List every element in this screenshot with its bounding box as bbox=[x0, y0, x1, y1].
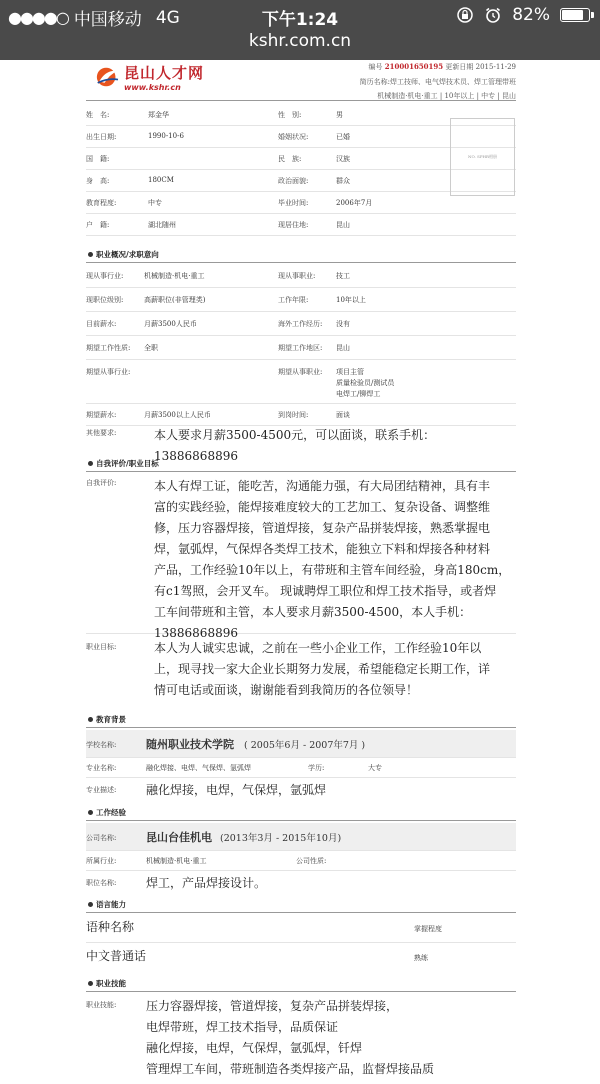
name-label: 姓 名: bbox=[86, 111, 110, 119]
section-title-work: 工作经验 bbox=[82, 806, 126, 820]
exp-salary-value: 月薪3500以上人民币 bbox=[144, 411, 211, 419]
abroad-label: 海外工作经历: bbox=[278, 320, 323, 328]
carrier-name: 中国移动 bbox=[73, 10, 142, 30]
work-divider bbox=[86, 820, 516, 821]
site-logo[interactable] bbox=[94, 62, 204, 92]
goal-row bbox=[86, 636, 516, 706]
header-divider bbox=[86, 100, 516, 101]
career-divider bbox=[86, 262, 516, 263]
marital-label: 婚姻状况: bbox=[278, 133, 309, 141]
name-value: 郑金华 bbox=[148, 111, 169, 119]
degree-value: 大专 bbox=[368, 764, 382, 772]
updated-date: 2015-11-29 bbox=[475, 63, 516, 71]
resume-header bbox=[82, 60, 520, 102]
grad-label: 毕业时间: bbox=[278, 199, 309, 207]
site-name-cn: 昆山人才网 bbox=[124, 64, 205, 82]
career-row-6 bbox=[86, 404, 516, 426]
edu-school-row bbox=[86, 730, 516, 758]
work-company-row bbox=[86, 823, 516, 851]
battery-icon bbox=[560, 8, 590, 22]
battery-percent: 82% bbox=[512, 5, 550, 25]
eval-line: 13886868896 bbox=[154, 626, 238, 640]
self-eval-row bbox=[86, 474, 516, 640]
edu-major-row bbox=[86, 758, 516, 778]
skill-line: 压力容器焊接，管道焊接，复杂产品拼装焊接， bbox=[146, 999, 399, 1013]
major-label: 专业名称: bbox=[86, 764, 117, 772]
language-row bbox=[86, 943, 516, 971]
address-bar[interactable]: kshr.com.cn bbox=[248, 31, 352, 51]
status-time: 下午1:24 bbox=[261, 10, 339, 30]
residence-value: 昆山 bbox=[336, 221, 350, 229]
skill-line: 电焊带班，焊工技术指导，品质保证 bbox=[146, 1020, 339, 1034]
school-period: ( 2005年6月 - 2007年7月 ) bbox=[244, 740, 366, 751]
exp-job-value-2: 质量检验员/测试员 bbox=[336, 379, 395, 387]
abroad-value: 没有 bbox=[336, 320, 350, 328]
section-title-career: 职业概况/求职意向 bbox=[82, 248, 159, 262]
other-value: 本人要求月薪3500-4500元，可以面谈，联系手机：13886868896 bbox=[154, 428, 436, 463]
edu-value: 中专 bbox=[148, 199, 162, 207]
lang-level: 熟练 bbox=[414, 954, 428, 962]
gender-value: 男 bbox=[336, 111, 343, 119]
resume-summary-line: 机械制造·机电·重工 | 10年以上 | 中专 | 昆山 bbox=[377, 92, 516, 100]
work-industry-row bbox=[86, 851, 516, 871]
language-header-row bbox=[86, 915, 516, 943]
page-margin-right bbox=[520, 60, 600, 1066]
lang-name: 中文普通话 bbox=[86, 949, 147, 963]
years-value: 10年以上 bbox=[336, 296, 366, 304]
page-margin-left bbox=[0, 60, 82, 1066]
height-label: 身 高: bbox=[86, 177, 110, 185]
level-col-header: 掌握程度 bbox=[414, 925, 442, 933]
network-type: 4G bbox=[155, 7, 180, 28]
major-value: 融化焊接、电焊、气保焊、氩弧焊 bbox=[146, 764, 251, 772]
career-row-2 bbox=[86, 288, 516, 312]
signal-strength-icon: ●●●●○ bbox=[8, 8, 68, 27]
goal-line: 情可电话或面谈，谢谢能看到我简历的各位领导！ bbox=[154, 683, 419, 697]
exp-industry-label: 期望从事行业: bbox=[86, 368, 131, 376]
ethnic-label: 民 族: bbox=[278, 155, 302, 163]
career-row-other bbox=[86, 426, 516, 463]
school-label: 学校名称: bbox=[86, 741, 117, 749]
work-position-row bbox=[86, 871, 516, 897]
salary-value: 月薪3500人民币 bbox=[144, 320, 197, 328]
career-row-1 bbox=[86, 264, 516, 288]
marital-value: 已婚 bbox=[336, 133, 350, 141]
resume-title-line: 简历名称:焊工技师、电气焊技术员、焊工管理带班 bbox=[359, 78, 516, 86]
company-name: 昆山台佳机电 bbox=[146, 831, 212, 844]
birth-label: 出生日期: bbox=[86, 133, 117, 141]
degree-label: 学历: bbox=[308, 764, 325, 772]
avatar-photo: NO. SPHR相册 bbox=[450, 118, 515, 196]
resume-page bbox=[82, 60, 520, 1076]
arrive-label: 到岗时间: bbox=[278, 411, 309, 419]
eval-line: 产品，工作经验10年以上，有带班和主管车间经验，身高180cm， bbox=[154, 563, 511, 577]
company-period: (2013年3月 - 2015年10月) bbox=[220, 833, 342, 844]
updated-label: 更新日期 bbox=[445, 63, 474, 71]
desc-value: 融化焊接，电焊，气保焊，氩弧焊 bbox=[146, 783, 327, 797]
company-label: 公司名称: bbox=[86, 834, 117, 842]
skill-line: 管理焊工车间，带班制造各类焊接产品，监督焊接品质 bbox=[146, 1062, 435, 1076]
eval-label: 自我评价: bbox=[86, 479, 117, 487]
career-row-5 bbox=[86, 360, 516, 404]
school-name: 随州职业技术学院 bbox=[146, 738, 234, 751]
site-name-en: www.kshr.cn bbox=[124, 83, 181, 92]
skills-label: 职业技能: bbox=[86, 1001, 117, 1009]
ethnic-value: 汉族 bbox=[336, 155, 350, 163]
resume-meta bbox=[360, 60, 516, 103]
goal-line: 本人为人诚实忠诚，之前在一些小企业工作，工作经验10年以 bbox=[154, 641, 482, 655]
industry-label: 所属行业: bbox=[86, 857, 117, 865]
gender-label: 性 别: bbox=[278, 111, 302, 119]
section-title-self: 自我评价/职业目标 bbox=[82, 457, 159, 471]
politics-value: 群众 bbox=[336, 177, 350, 185]
orientation-lock-icon bbox=[456, 6, 474, 24]
alarm-icon bbox=[484, 6, 502, 24]
type-label: 期望工作性质: bbox=[86, 344, 131, 352]
desc-label: 专业描述: bbox=[86, 786, 117, 794]
residence-label: 现居住地: bbox=[278, 221, 309, 229]
eval-line: 工车间带班和主管，本人要求月薪3500-4500，本人手机： bbox=[154, 605, 472, 619]
basic-row-hukou bbox=[86, 214, 516, 236]
years-label: 工作年限: bbox=[278, 296, 309, 304]
skills-divider bbox=[86, 991, 516, 992]
hukou-value: 湖北随州 bbox=[148, 221, 176, 229]
cur-industry-value: 机械制造·机电·重工 bbox=[144, 272, 205, 280]
eval-line: 本人有焊工证，能吃苦，沟通能力强，有大局团结精神，具有丰 bbox=[154, 479, 491, 493]
cur-industry-label: 现从事行业: bbox=[86, 272, 124, 280]
other-label: 其他要求: bbox=[86, 429, 117, 437]
exp-salary-label: 期望薪水: bbox=[86, 411, 117, 419]
career-row-3 bbox=[86, 312, 516, 336]
eval-line: 富的实践经验，能焊接难度较大的工艺加工、复杂设备、调整维 bbox=[154, 500, 491, 514]
status-bar bbox=[0, 0, 600, 32]
eval-text bbox=[154, 476, 510, 644]
level-label: 现职位级别: bbox=[86, 296, 124, 304]
goal-line: 上，现寻找一家大企业长期努力发展，希望能稳定长期工作，详 bbox=[154, 662, 491, 676]
exp-job-label: 期望从事职业: bbox=[278, 368, 323, 376]
salary-label: 目前薪水: bbox=[86, 320, 117, 328]
exp-job-value-3: 电焊工/铆焊工 bbox=[336, 390, 381, 398]
type-value: 全职 bbox=[144, 344, 158, 352]
section-title-skills: 职业技能 bbox=[82, 977, 126, 991]
politics-label: 政治面貌: bbox=[278, 177, 309, 185]
language-divider bbox=[86, 912, 516, 913]
edu-label: 教育程度: bbox=[86, 199, 117, 207]
browser-chrome bbox=[0, 0, 600, 60]
area-value: 昆山 bbox=[336, 344, 350, 352]
kshr-logo-icon bbox=[94, 66, 120, 88]
exp-job-value-1: 项目主管 bbox=[336, 368, 364, 376]
industry-value: 机械制造·机电·重工 bbox=[146, 857, 207, 865]
id-label: 编号 bbox=[368, 63, 383, 71]
arrive-value: 面谈 bbox=[336, 411, 350, 419]
skills-text bbox=[146, 996, 434, 1080]
height-value: 180CM bbox=[148, 176, 174, 184]
goal-text bbox=[154, 638, 490, 701]
level-value: 高薪职位(非管理类) bbox=[144, 296, 206, 304]
education-divider bbox=[86, 727, 516, 728]
cur-job-value: 技工 bbox=[336, 272, 350, 280]
section-title-language: 语言能力 bbox=[82, 898, 126, 912]
edu-desc-row bbox=[86, 778, 516, 804]
eval-line: 有c1驾照，会开叉车。 现诚聘焊工职位和焊工技术指导，或者焊 bbox=[154, 584, 497, 598]
eval-line: 焊，氩弧焊，气保焊各类焊工技术，能独立下料和焊接各种材料 bbox=[154, 542, 491, 556]
section-title-education: 教育背景 bbox=[82, 713, 126, 727]
eval-line: 修，压力容器焊接，管道焊接，复杂产品拼装焊接，熟悉掌握电 bbox=[154, 521, 491, 535]
position-label: 职位名称: bbox=[86, 879, 117, 887]
self-divider bbox=[86, 471, 516, 472]
cur-job-label: 现从事职业: bbox=[278, 272, 316, 280]
grad-value: 2006年7月 bbox=[336, 199, 373, 207]
birth-value: 1990-10-6 bbox=[148, 132, 184, 140]
skills-row bbox=[86, 994, 516, 1084]
position-value: 焊工，产品焊接设计。 bbox=[146, 876, 267, 890]
goal-label: 职业目标: bbox=[86, 643, 117, 651]
hukou-label: 户 籍: bbox=[86, 221, 110, 229]
lang-col-header: 语种名称 bbox=[86, 920, 135, 934]
nation-label: 国 籍: bbox=[86, 155, 110, 163]
nature-label: 公司性质: bbox=[296, 857, 327, 865]
career-row-4 bbox=[86, 336, 516, 360]
area-label: 期望工作地区: bbox=[278, 344, 323, 352]
skill-line: 融化焊接，电焊，气保焊，氩弧焊，钎焊 bbox=[146, 1041, 363, 1055]
resume-id: 210001650195 bbox=[384, 62, 444, 71]
